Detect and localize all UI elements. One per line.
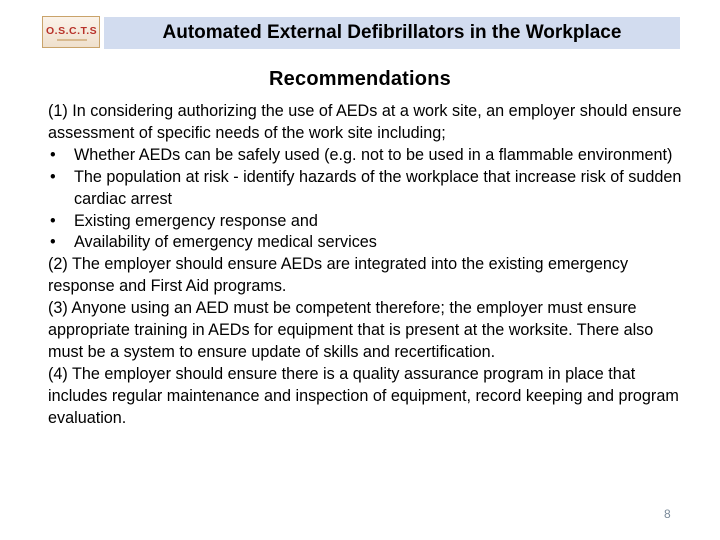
bullet-icon: • [50,167,56,186]
bullet-icon: • [50,211,56,230]
bullet-text: Existing emergency response and [74,211,318,230]
paragraph-2: (2) The employer should ensure AEDs are integrated into the existing emergency response and First Aid programs. [48,255,629,296]
bullet-text: Whether AEDs can be safely used (e.g. not to be used in a flammable environment) [74,145,673,164]
logo-text: O.S.C.T.S [46,25,98,37]
paragraph-3: (3) Anyone using an AED must be competent therefore; the employer must ensure appropriate training in AEDs for equipment that is present at the worksite. There also must be a system to ensure update of skills and recertification. [48,299,654,361]
slide-title: Automated External Defibrillators in the Workplace [104,17,680,49]
bullet-item [48,211,688,233]
bullet-text: The population at risk - identify hazards of the workplace that increase risk of sudden cardiac arrest [74,167,682,208]
slide-body [48,101,688,430]
bullet-icon: • [50,145,56,164]
bullet-list [48,145,688,255]
bullet-item [48,232,688,254]
bullet-item [48,145,688,167]
bullet-item [48,167,688,211]
page-number: 8 [664,507,671,521]
bullet-icon: • [50,233,56,252]
paragraph-4: (4) The employer should ensure there is a quality assurance program in place that includes regular maintenance and inspection of equipment, record keeping and program evaluation. [48,364,679,427]
bullet-text: Availability of emergency medical services [74,233,377,252]
oscts-logo [42,16,100,48]
section-heading: Recommendations [269,68,451,90]
logo-decoration [57,39,87,41]
paragraph-1: (1) In considering authorizing the use of AEDs at a work site, an employer should ensure assessment of specific needs of the work site including; [48,102,682,142]
